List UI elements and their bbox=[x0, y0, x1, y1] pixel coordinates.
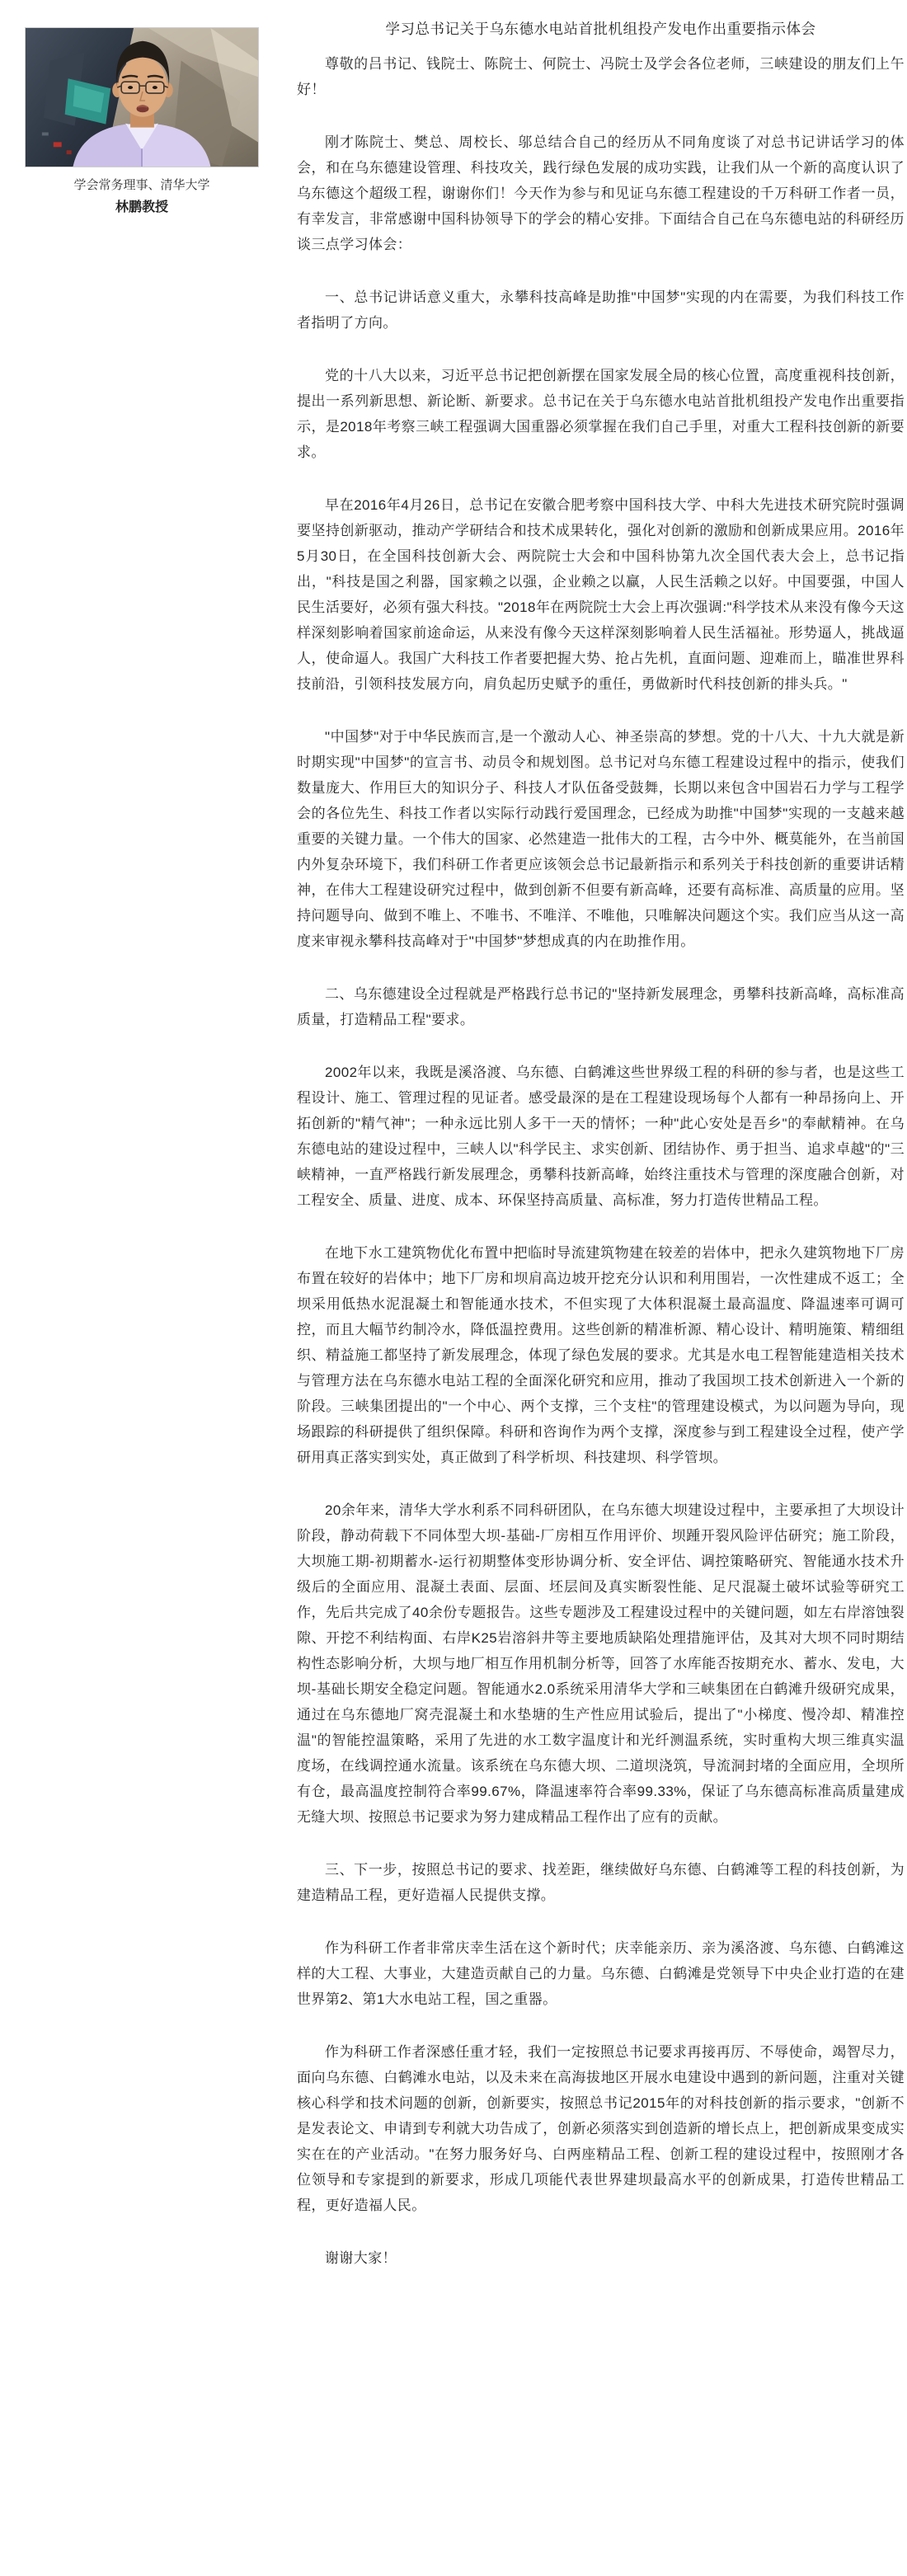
article-body bbox=[297, 16, 905, 2271]
paragraph: 作为科研工作者非常庆幸生活在这个新时代；庆幸能亲历、亲为溪洛渡、乌东德、白鹤滩这样的大工程、大事业，大建造贡献自己的力量。乌东德、白鹤滩是党领导下中央企业打造的在建世界第2、第1大水电站工程，国之重器。 bbox=[297, 1940, 905, 2007]
speaker-photo-illustration bbox=[26, 28, 258, 167]
paragraph: 2002年以来，我既是溪洛渡、乌东德、白鹤滩这些世界级工程的科研的参与者，也是这些工程设计、施工、管理过程的见证者。感受最深的是在工程建设现场每个人都有一种昂扬向上、开拓创新的"精气神"；一种永远比别人多干一天的情怀；一种"此心安处是吾乡"的奉献精神。在乌东德电站的建设过程中，三峡人以"科学民主、求实创新、团结协作、勇于担当、追求卓越"的"三峡精神，一直严格践行新发展理念，勇攀科技新高峰，始终注重技术与管理的深度融合创新，对工程安全、质量、进度、成本、环保坚持高质量、高标准，努力打造传世精品工程。 bbox=[297, 1065, 905, 1208]
speaker-affiliation: 学会常务理事、清华大学 bbox=[73, 178, 210, 192]
paragraph: 党的十八大以来，习近平总书记把创新摆在国家发展全局的核心位置，高度重视科技创新，提出一系列新思想、新论断、新要求。总书记在关于乌东德水电站首批机组投产发电作出重要指示，是2018年考察三峡工程强调大国重器必须掌握在我们自己手里，对重大工程科技创新的新要求。 bbox=[297, 368, 905, 460]
paragraph-section-2-title: 二、乌东德建设全过程就是严格践行总书记的"坚持新发展理念，勇攀科技新高峰，高标准高质量，打造精品工程"要求。 bbox=[297, 986, 905, 1027]
speaker-name: 林鹏教授 bbox=[115, 200, 168, 214]
paragraph: "中国梦"对于中华民族而言,是一个激动人心、神圣崇高的梦想。党的十八大、十九大就是新时期实现"中国梦"的宣言书、动员令和规划图。总书记对乌东德工程建设过程中的指示，使我们数量庞大、作用巨大的知识分子、科技人才队伍备受鼓舞，长期以来包含中国岩石力学与工程学会的各位先生、科技工作者以实际行动践行爱国理念，已经成为助推"中国梦"实现的一支越来越重要的关键力量。一个伟大的国家、必然建造一批伟大的工程，古今中外、概莫能外，在当前国内外复杂环境下，我们科研工作者更应该领会总书记最新指示和系列关于科技创新的重要讲话精神，在伟大工程建设研究过程中，做到创新不但要有新高峰，还要有高标准、高质量的应用。坚持问题导向、做到不唯上、不唯书、不唯洋、不唯他，只唯解决问题这个实。我们应当从这一高度来审视永攀科技高峰对于"中国梦"梦想成真的内在助推作用。 bbox=[297, 729, 905, 949]
paragraph-section-3-title: 三、下一步，按照总书记的要求、找差距，继续做好乌东德、白鹤滩等工程的科技创新，为建造精品工程，更好造福人民提供支撑。 bbox=[297, 1862, 905, 1903]
paragraph: 在地下水工建筑物优化布置中把临时导流建筑物建在较差的岩体中，把永久建筑物地下厂房布置在较好的岩体中；地下厂房和坝肩高边坡开挖充分认识和利用围岩，一次性建成不返工；全坝采用低热水泥混凝土和智能通水技术，不但实现了大体积混凝土最高温度、降温速率可调可控，而且大幅节约制冷水，降低温控费用。这些创新的精准析源、精心设计、精明施策、精细组织、精益施工都坚持了新发展理念，体现了绿色发展的要求。尤其是水电工程智能建造相关技术与管理方法在乌东德水电站工程的全面深化研究和应用，推动了我国坝工技术创新进入一个新的阶段。三峡集团提出的"一个中心、两个支撑，三个支柱"的管理建设模式，为以问题为导向，现场跟踪的科研提供了组织保障。科研和咨询作为两个支撑，深度参与到工程建设全过程，使产学研用真正落实到实处，真正做到了科学析坝、科技建坝、科学管坝。 bbox=[297, 1245, 905, 1465]
speaker-caption bbox=[12, 175, 272, 219]
paragraph-section-1-title: 一、总书记讲话意义重大，永攀科技高峰是助推"中国梦"实现的内在需要，为我们科技工作者指明了方向。 bbox=[297, 289, 905, 331]
paragraph: 20余年来，清华大学水利系不同科研团队，在乌东德大坝建设过程中，主要承担了大坝设计阶段，静动荷载下不同体型大坝-基础-厂房相互作用评价、坝踵开裂风险评估研究；施工阶段，大坝施工期-初期蓄水-运行初期整体变形协调分析、安全评估、调控策略研究、智能通水技术升级后的全面应用、混凝土表面、层面、坯层间及真实断裂性能、足尺混凝土破坏试验等研究工作，先后共完成了40余份专题报告。这些专题涉及工程建设过程中的关键问题，如左右岸溶蚀裂隙、开挖不利结构面、右岸K25岩溶斜井等主要地质缺陷处理措施评估，及其对大坝不同时期结构性态影响分析，大坝与地厂相互作用机制分析等，回答了水库能否按期充水、蓄水、发电，大坝-基础长期安全稳定问题。智能通水2.0系统采用清华大学和三峡集团在白鹤滩升级研究成果，通过在乌东德地厂窝壳混凝土和水垫塘的生产性应用试验后，提出了"小梯度、慢冷却、精准控温"的智能控温策略，采用了先进的水工数字温度计和光纤测温系统，实时重构大坝三维真实温度场，在线调控通水流量。该系统在乌东德大坝、二道坝浇筑，导流洞封堵的全面应用，全坝所有仓，最高温度控制符合率99.67%，降温速率符合率99.33%，保证了乌东德高标准高质量建成无缝大坝、按照总书记要求为努力建成精品工程作出了应有的贡献。 bbox=[297, 1502, 905, 1825]
paragraph-greeting: 尊敬的吕书记、钱院士、陈院士、何院士、冯院士及学会各位老师，三峡建设的朋友们上午好！ bbox=[297, 56, 905, 97]
paragraph-intro: 刚才陈院士、樊总、周校长、邬总结合自己的经历从不同角度谈了对总书记讲话学习的体会，和在乌东德建设管理、科技攻关，践行绿色发展的成功实践，让我们从一个新的高度认识了乌东德这个超级工程，谢谢你们！今天作为参与和见证乌东德工程建设的千万科研工作者一员，有幸发言，非常感谢中国科协领导下的学会的精心安排。下面结合自己在乌东德电站的科研经历谈三点学习体会： bbox=[297, 134, 905, 252]
paragraph: 早在2016年4月26日，总书记在安徽合肥考察中国科技大学、中科大先进技术研究院时强调要坚持创新驱动，推动产学研结合和技术成果转化，强化对创新的激励和创新成果应用。2016年5月30日，在全国科技创新大会、两院院士大会和中国科协第九次全国代表大会上，总书记指出，"科技是国之利器，国家赖之以强，企业赖之以赢，人民生活赖之以好。中国要强，中国人民生活要好，必须有强大科技。"2018年在两院院士大会上再次强调:"科学技术从来没有像今天这样深刻影响着国家前途命运，从来没有像今天这样深刻影响着人民生活福祉。形势逼人，挑战逼人，使命逼人。我国广大科技工作者要把握大势、抢占先机，直面问题、迎难而上，瞄准世界科技前沿，引领科技发展方向，肩负起历史赋予的重任，勇做新时代科技创新的排头兵。" bbox=[297, 497, 905, 692]
article-title: 学习总书记关于乌东德水电站首批机组投产发电作出重要指示体会 bbox=[385, 21, 816, 37]
closing-line: 谢谢大家！ bbox=[325, 2250, 397, 2266]
speaker-photo bbox=[25, 27, 259, 167]
paragraph: 作为科研工作者深感任重才轻，我们一定按照总书记要求再接再厉、不辱使命，竭智尽力，面向乌东德、白鹤滩水电站，以及未来在高海拔地区开展水电建设中遇到的新问题，注重对关键核心科学和技术问题的创新，创新要实，按照总书记2015年的对科技创新的指示要求，"创新不是发表论文、申请到专利就大功告成了，创新必须落实到创造新的增长点上，把创新成果变成实实在在的产业活动。"在努力服务好乌、白两座精品工程、创新工程的建设过程中，按照刚才各位领导和专家提到的新要求，形成几项能代表世界建坝最高水平的创新成果，打造传世精品工程，更好造福人民。 bbox=[297, 2044, 905, 2213]
